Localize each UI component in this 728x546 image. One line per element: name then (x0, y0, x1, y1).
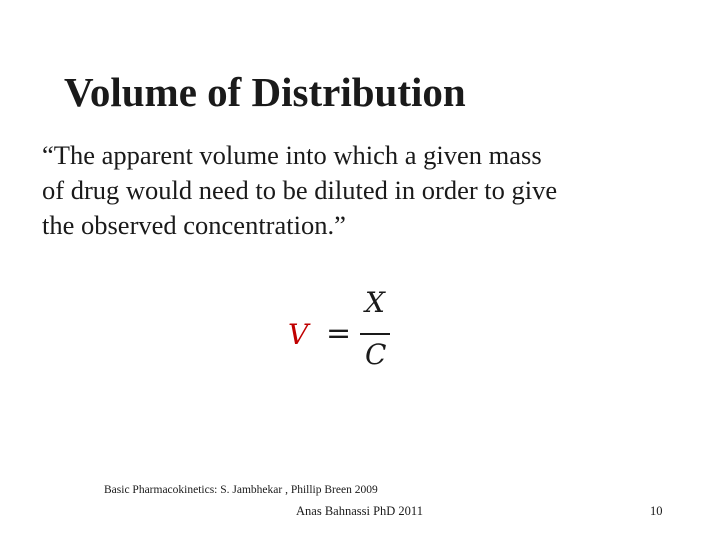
formula-numerator: X (365, 286, 385, 319)
fraction-bar (360, 333, 390, 335)
quote-line: “The apparent volume into which a given mass (42, 140, 542, 170)
formula-denominator: C (365, 338, 387, 371)
definition-quote (42, 138, 692, 243)
reference-citation: Basic Pharmacokinetics: S. Jambhekar , Phillip Breen 2009 (104, 484, 378, 496)
slide-title: Volume of Distribution (64, 69, 466, 115)
formula-equals-sign: = (326, 316, 352, 351)
quote-line: the observed concentration.” (42, 210, 346, 240)
formula-lhs-variable: V (288, 318, 309, 351)
quote-line: of drug would need to be diluted in order to give (42, 175, 558, 205)
footer-author: Anas Bahnassi PhD 2011 (296, 504, 423, 518)
page-number: 10 (650, 504, 663, 518)
